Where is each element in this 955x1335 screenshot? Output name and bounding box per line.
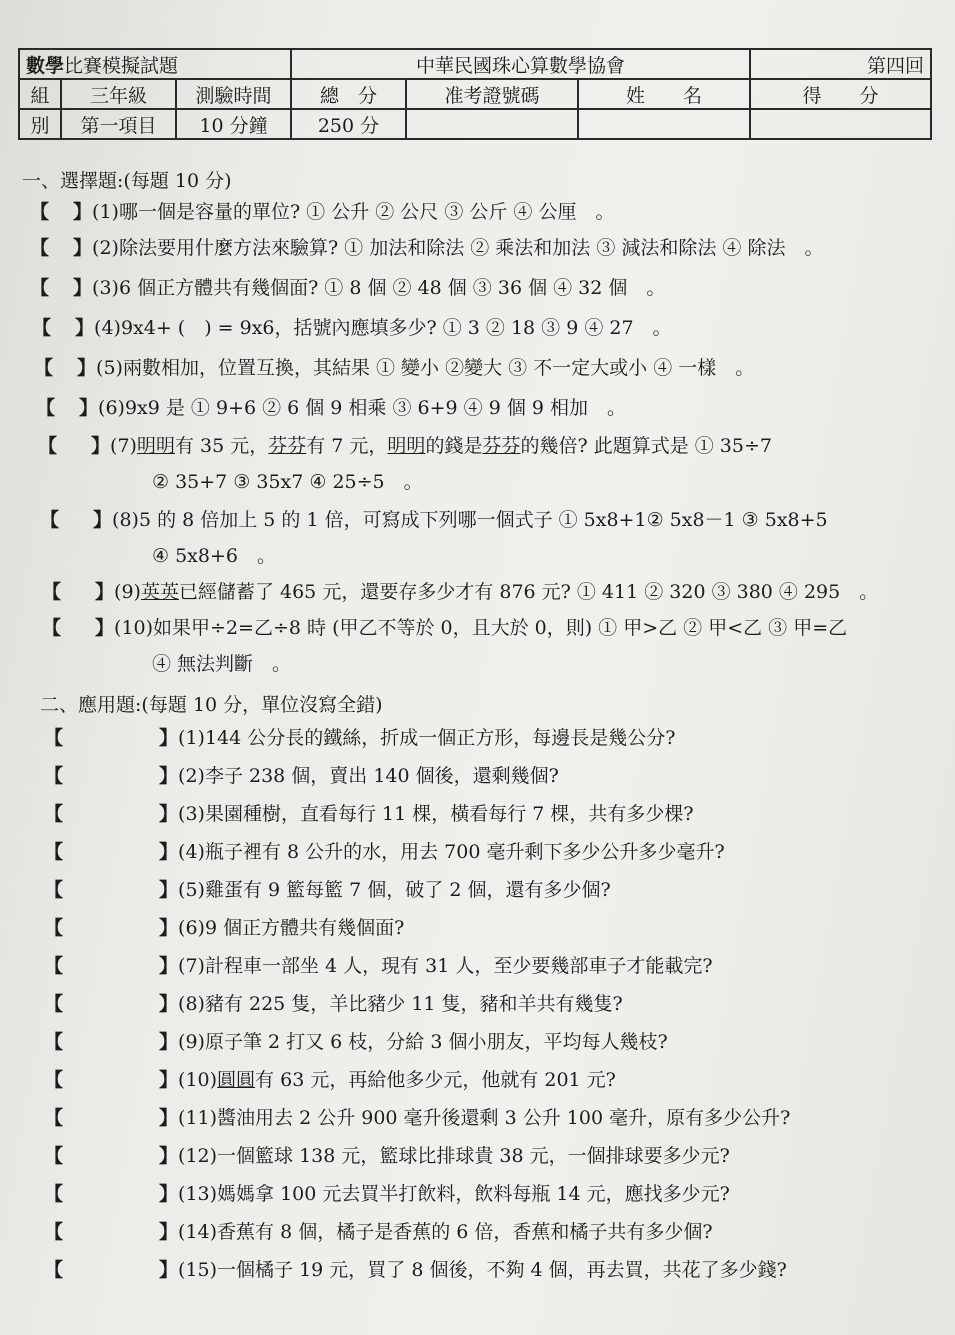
mc-question-10-options: ④ 無法判斷 。	[152, 653, 292, 675]
exam-header-table	[18, 48, 932, 140]
total-value: 250 分	[291, 109, 406, 139]
time-label: 測驗時間	[176, 79, 291, 109]
time-value: 10 分鐘	[176, 109, 291, 139]
score-field[interactable]	[750, 109, 931, 139]
mc-question-10: 【 】(10)如果甲÷2=乙÷8 時 (甲乙不等於 0，且大於 0，則) ① 甲>乙 ② 甲<乙 ③ 甲=乙	[42, 617, 848, 639]
word-question-4: 【 】(4)瓶子裡有 8 公升的水，用去 700 毫升剩下多少公升多少毫升?	[44, 841, 725, 863]
grade-cell: 三年級	[61, 79, 176, 109]
word-question-2: 【 】(2)李子 238 個，賣出 140 個後，還剩幾個?	[44, 765, 559, 787]
exam-round: 第四回	[750, 49, 931, 79]
exam-title: 數學比賽模擬試題	[19, 49, 291, 79]
item-cell: 第一項目	[61, 109, 176, 139]
word-question-12: 【 】(12)一個籃球 138 元，籃球比排球貴 38 元，一個排球要多少元?	[44, 1145, 730, 1167]
mc-question-2: 【 】(2)除法要用什麼方法來驗算? ① 加法和除法 ② 乘法和加法 ③ 減法和除法 ④ 除法 。	[30, 237, 824, 259]
name-label: 姓 名	[578, 79, 750, 109]
word-question-13: 【 】(13)媽媽拿 100 元去買半打飲料，飲料每瓶 14 元，應找多少元?	[44, 1183, 730, 1205]
mc-question-9: 【 】(9)英英已經儲蓄了 465 元，還要存多少才有 876 元? ① 411 ② 320 ③ 380 ④ 295 。	[42, 581, 879, 603]
mc-question-7: 【 】(7)明明有 35 元，芬芬有 7 元，明明的錢是芬芬的幾倍? 此題算式是 ① 35÷7	[38, 435, 772, 457]
word-question-11: 【 】(11)醬油用去 2 公升 900 毫升後還剩 3 公升 100 毫升，原有多少公升?	[44, 1107, 791, 1129]
word-question-9: 【 】(9)原子筆 2 打又 6 枝，分給 3 個小朋友，平均每人幾枝?	[44, 1031, 668, 1053]
mc-question-4: 【 】(4)9x4+ ( ) = 9x6，括號內應填多少? ① 3 ② 18 ③ 9 ④ 27 。	[32, 317, 672, 339]
section1-title: 一、選擇題:(每題 10 分)	[22, 170, 232, 192]
score-label: 得 分	[750, 79, 931, 109]
word-question-5: 【 】(5)雞蛋有 9 籃每籃 7 個，破了 2 個，還有多少個?	[44, 879, 611, 901]
word-question-1: 【 】(1)144 公分長的鐵絲，折成一個正方形，每邊長是幾公分?	[44, 727, 676, 749]
group-label-top: 組	[19, 79, 61, 109]
word-question-3: 【 】(3)果園種樹，直看每行 11 棵，橫看每行 7 棵，共有多少棵?	[44, 803, 694, 825]
mc-question-3: 【 】(3)6 個正方體共有幾個面? ① 8 個 ② 48 個 ③ 36 個 ④ 32 個 。	[30, 277, 666, 299]
word-question-7: 【 】(7)計程車一部坐 4 人，現有 31 人，至少要幾部車子才能載完?	[44, 955, 713, 977]
word-question-15: 【 】(15)一個橘子 19 元，買了 8 個後，不夠 4 個，再去買，共花了多少錢?	[44, 1259, 787, 1281]
name-field[interactable]	[578, 109, 750, 139]
mc-question-6: 【 】(6)9x9 是 ① 9+6 ② 6 個 9 相乘 ③ 6+9 ④ 9 個 9 相加 。	[36, 397, 626, 419]
word-question-6: 【 】(6)9 個正方體共有幾個面?	[44, 917, 405, 939]
section2-title: 二、應用題:(每題 10 分，單位沒寫全錯)	[40, 694, 383, 716]
group-label-bottom: 別	[19, 109, 61, 139]
mc-question-8-options: ④ 5x8+6 。	[152, 545, 276, 567]
word-question-10: 【 】(10)圓圓有 63 元，再給他多少元，他就有 201 元?	[44, 1069, 616, 1091]
exam-number-label: 准考證號碼	[406, 79, 578, 109]
mc-question-8: 【 】(8)5 的 8 倍加上 5 的 1 倍，可寫成下列哪一個式子 ① 5x8+1② 5x8－1 ③ 5x8+5	[40, 509, 828, 531]
word-question-14: 【 】(14)香蕉有 8 個，橘子是香蕉的 6 倍，香蕉和橘子共有多少個?	[44, 1221, 713, 1243]
word-question-8: 【 】(8)豬有 225 隻，羊比豬少 11 隻，豬和羊共有幾隻?	[44, 993, 623, 1015]
mc-question-1: 【 】(1)哪一個是容量的單位? ① 公升 ② 公尺 ③ 公斤 ④ 公厘 。	[30, 201, 615, 223]
mc-question-7-options: ② 35+7 ③ 35x7 ④ 25÷5 。	[152, 471, 423, 493]
exam-number-field[interactable]	[406, 109, 578, 139]
mc-question-5: 【 】(5)兩數相加，位置互換，其結果 ① 變小 ②變大 ③ 不一定大或小 ④ 一樣 。	[34, 357, 755, 379]
organization-name: 中華民國珠心算數學協會	[291, 49, 750, 79]
total-label: 總 分	[291, 79, 406, 109]
